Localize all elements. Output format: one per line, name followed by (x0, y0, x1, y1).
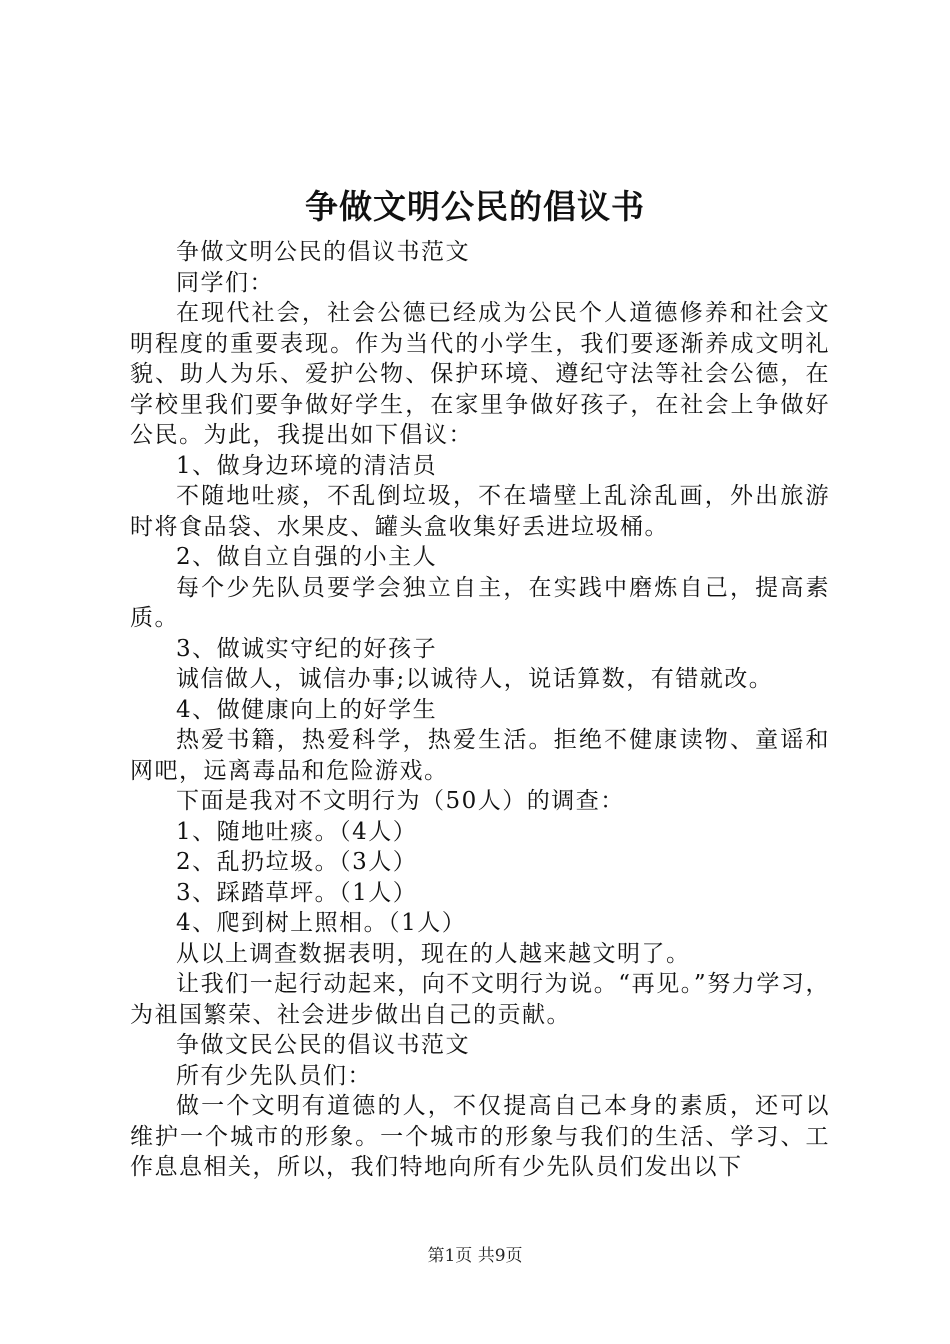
paragraph-body-2: 每个少先队员要学会独立自主，在实践中磨炼自己，提高素质。 (130, 574, 830, 631)
paragraph-survey-conclusion: 从以上调查数据表明，现在的人越来越文明了。 (176, 940, 691, 967)
paragraph-salutation: 同学们： (176, 269, 274, 296)
paragraph-body-1: 不随地吐痰，不乱倒垃圾，不在墙壁上乱涂乱画，外出旅游时将食品袋、水果皮、罐头盒收集好丢进垃圾桶。 (130, 483, 830, 540)
paragraph-heading-2: 2、做自立自强的小主人 (176, 544, 438, 570)
paragraph-heading-1: 1、做身边环境的清洁员 (176, 452, 438, 479)
paragraph-intro-2: 做一个文明有道德的人，不仅提高自己本身的素质，还可以维护一个城市的形象。一个城市的形象与我们的生活、学习、工作息息相关，所以，我们特地向所有少先队员们发出以下 (130, 1093, 830, 1180)
survey-item: 2、乱扔垃圾。（3人） (176, 849, 418, 875)
survey-item: 1、随地吐痰。（4人） (176, 818, 418, 845)
page-footer: 第1页 共9页 (427, 1246, 523, 1266)
survey-item: 4、爬到树上照相。（1人） (176, 910, 467, 936)
paragraph-heading-3: 3、做诚实守纪的好孩子 (176, 635, 438, 662)
document-body (130, 237, 830, 1183)
paragraph-subtitle-2: 争做文民公民的倡议书范文 (176, 1032, 470, 1058)
paragraph-body-3: 诚信做人，诚信办事;以诚待人，说话算数，有错就改。 (176, 666, 774, 692)
paragraph-subtitle: 争做文明公民的倡议书范文 (176, 239, 470, 265)
paragraph-survey-intro: 下面是我对不文明行为（50人）的调查： (176, 788, 625, 814)
document-title: 争做文明公民的倡议书 (305, 187, 645, 226)
survey-item: 3、踩踏草坪。（1人） (176, 879, 418, 906)
paragraph-call-to-action: 让我们一起行动起来，向不文明行为说。“再见。”努力学习，为祖国繁荣、社会进步做出自己的贡献。 (130, 971, 830, 1028)
paragraph-heading-4: 4、做健康向上的好学生 (176, 696, 438, 723)
paragraph-intro: 在现代社会，社会公德已经成为公民个人道德修养和社会文明程度的重要表现。作为当代的小学生，我们要逐渐养成文明礼貌、助人为乐、爱护公物、保护环境、遵纪守法等社会公德，在学校里我们要争做好学生，在家里争做好孩子，在社会上争做好公民。为此，我提出如下倡议： (130, 300, 830, 448)
paragraph-salutation-2: 所有少先队员们： (176, 1062, 372, 1089)
paragraph-body-4: 热爱书籍，热爱科学，热爱生活。拒绝不健康读物、童谣和网吧，远离毒品和危险游戏。 (130, 727, 830, 784)
